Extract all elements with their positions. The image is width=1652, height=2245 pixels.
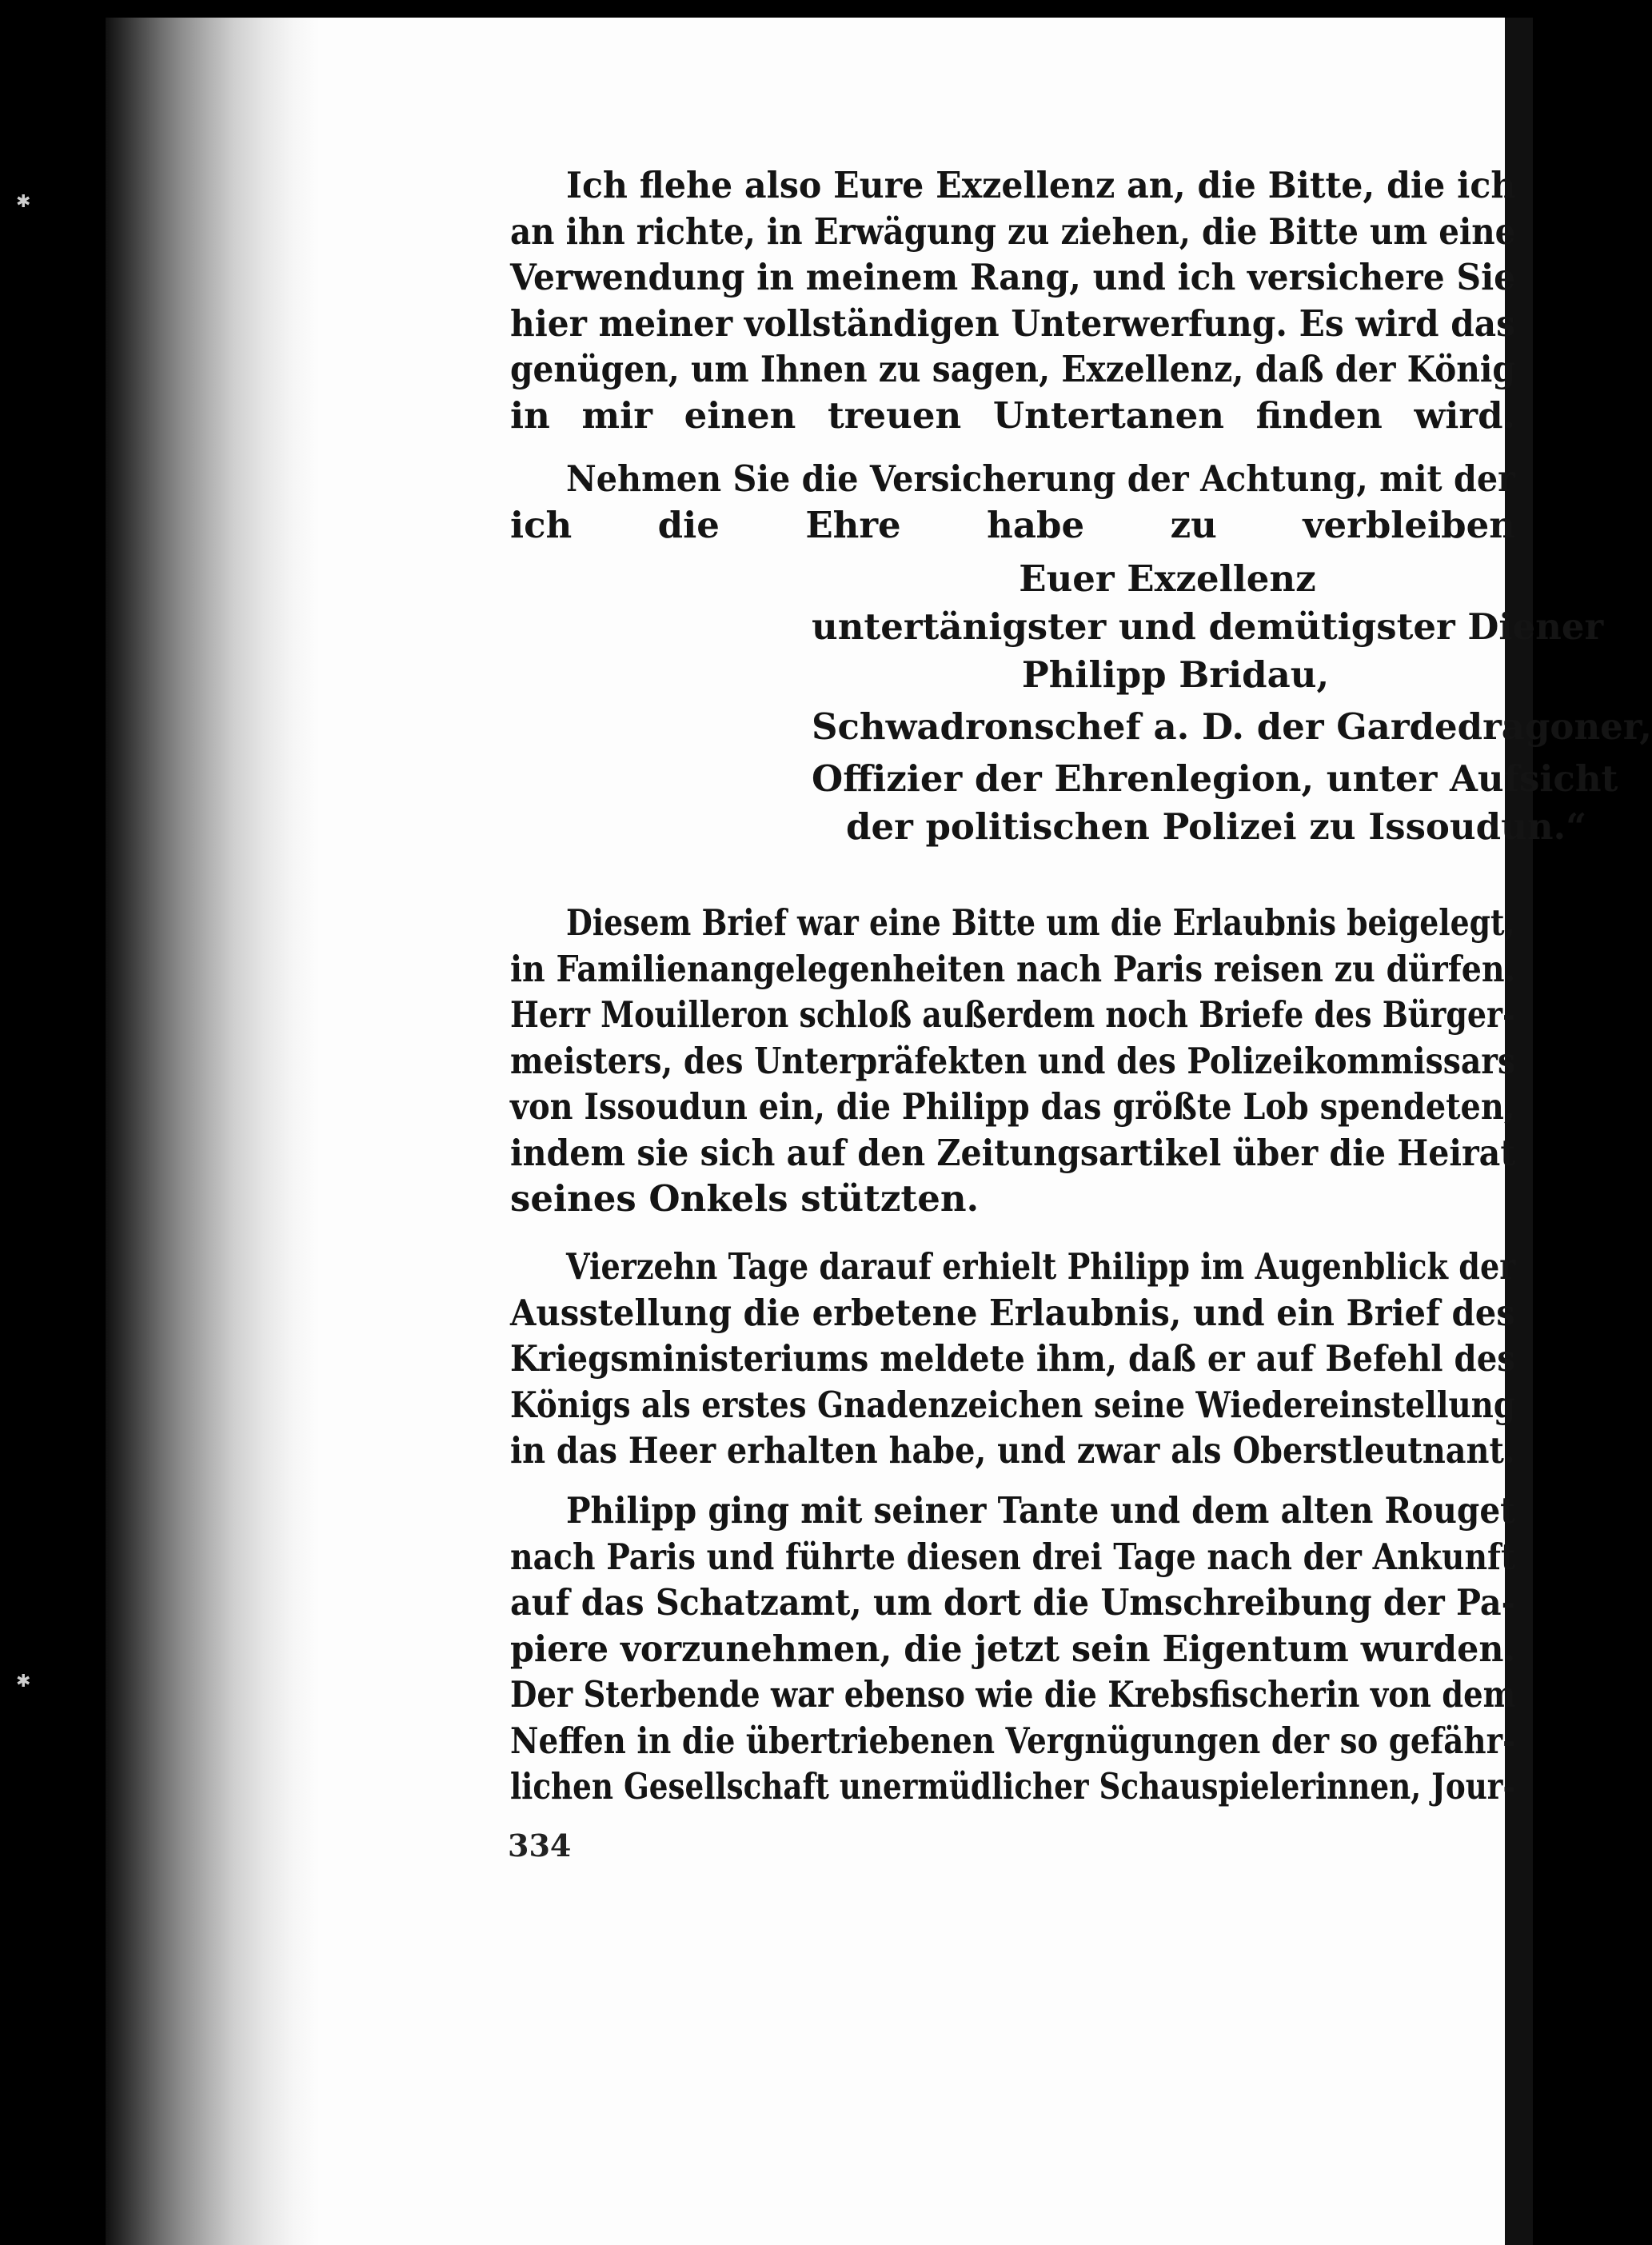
paragraph-line: Vierzehn Tage darauf erhielt Philipp im Augenblick der <box>566 1245 1516 1288</box>
signature-line: der politischen Polizei zu Issoudun.“ <box>846 805 1587 848</box>
letter-closing-line: ich die Ehre habe zu verbleiben <box>510 504 1515 546</box>
letter-line: hier meiner vollständigen Unterwerfung. Es wird das <box>510 302 1515 345</box>
paragraph-line: piere vorzunehmen, die jetzt sein Eigentum wurden. <box>510 1628 1516 1670</box>
paragraph-line: lichen Gesellschaft unermüdlicher Schauspielerinnen, Jour- <box>510 1765 1515 1808</box>
paragraph-line: indem sie sich auf den Zeitungsartikel über die Heirat <box>510 1132 1516 1174</box>
letter-line: genügen, um Ihnen zu sagen, Exzellenz, daß der König <box>510 348 1515 390</box>
paragraph-line: Diesem Brief war eine Bitte um die Erlaubnis beigelegt, <box>566 901 1515 944</box>
letter-line: Ich flehe also Eure Exzellenz an, die Bitte, die ich <box>566 164 1516 206</box>
paragraph-line: Ausstellung die erbetene Erlaubnis, und ein Brief des <box>510 1292 1515 1334</box>
scan-left-border <box>0 0 106 2245</box>
letter-line: Verwendung in meinem Rang, und ich versichere Sie <box>510 256 1516 298</box>
signature-line: Schwadronschef a. D. der Gardedragoner, <box>812 705 1652 748</box>
paragraph-line: nach Paris und führte diesen drei Tage nach der Ankunft <box>510 1536 1516 1578</box>
letter-line: in mir einen treuen Untertanen finden wird. <box>510 394 1516 437</box>
paragraph-line: Kriegsministeriums meldete ihm, daß er auf Befehl des <box>510 1337 1515 1380</box>
paragraph-line: seines Onkels stützten. <box>510 1177 980 1220</box>
signature-line: untertänigster und demütigster Diener <box>812 605 1604 648</box>
paragraph-line: meisters, des Unterpräfekten und des Polizeikommissars <box>510 1040 1516 1082</box>
paragraph-line: auf das Schatzamt, um dort die Umschreibung der Pa- <box>510 1581 1515 1624</box>
scan-speck: ✱ <box>16 192 31 212</box>
letter-line: an ihn richte, in Erwägung zu ziehen, die Bitte um eine <box>510 210 1516 253</box>
letter-closing-line: Nehmen Sie die Versicherung der Achtung, mit der <box>566 457 1515 500</box>
paragraph-line: Philipp ging mit seiner Tante und dem alten Rouget <box>566 1489 1515 1532</box>
scan-top-border <box>0 0 1533 18</box>
paragraph-line: Der Sterbende war ebenso wie die Krebsfischerin von dem <box>510 1673 1516 1716</box>
signature-name: Philipp Bridau, <box>1021 653 1330 696</box>
paragraph-line: in das Heer erhalten habe, und zwar als Oberstleutnant. <box>510 1429 1515 1472</box>
paragraph-line: Herr Mouilleron schloß außerdem noch Briefe des Bürger- <box>510 993 1515 1036</box>
page-number: 334 <box>508 1828 572 1864</box>
page-stack-edge <box>106 18 320 2245</box>
paragraph-line: in Familienangelegenheiten nach Paris reisen zu dürfen. <box>510 948 1516 990</box>
paragraph-line: Neffen in die übertriebenen Vergnügungen der so gefähr- <box>510 1720 1516 1762</box>
paragraph-line: von Issoudun ein, die Philipp das größte Lob spendeten, <box>510 1085 1515 1128</box>
signature-line: Offizier der Ehrenlegion, unter Aufsicht <box>812 757 1618 800</box>
scan-speck: ✱ <box>16 1672 31 1692</box>
signature-line: Euer Exzellenz <box>1019 557 1316 600</box>
paragraph-line: Königs als erstes Gnadenzeichen seine Wiedereinstellung <box>510 1384 1515 1426</box>
